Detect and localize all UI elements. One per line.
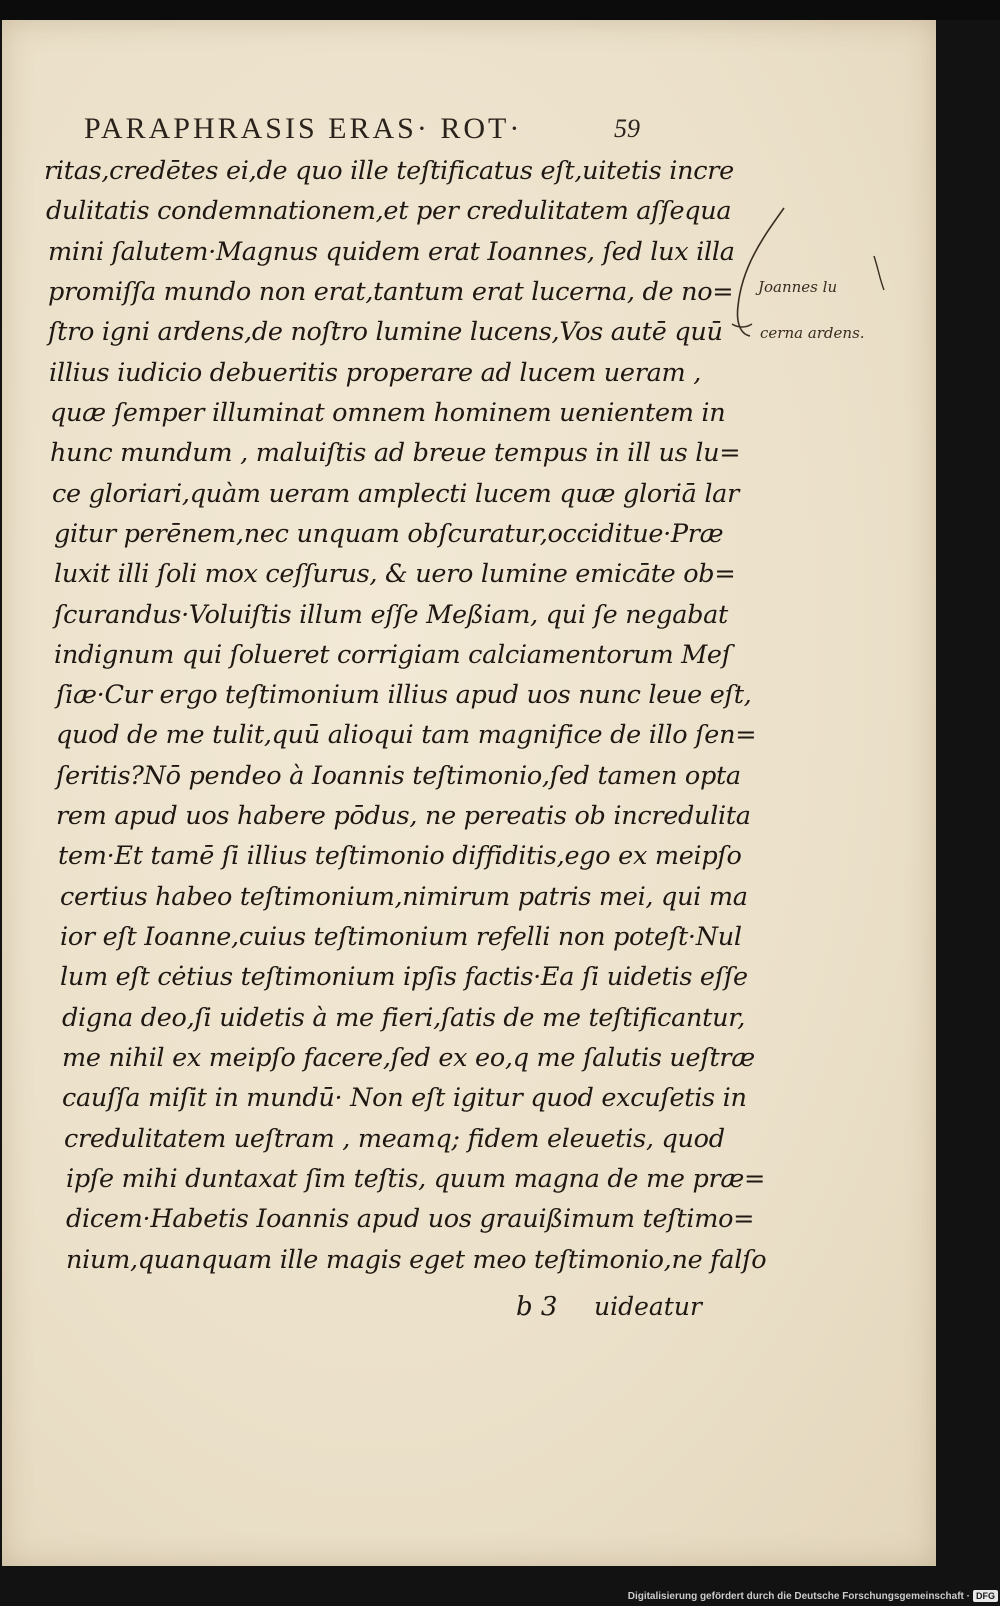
text-line: gitur perēnem,nec unquam obſcuratur,occiditue·Præ	[54, 519, 724, 549]
handwritten-marginal-note	[724, 196, 924, 356]
text-line: ipſe mihi duntaxat ſim teſtis, quum magna de me præ=	[66, 1164, 766, 1194]
text-line: dulitatis condemnationem,et per credulitatem aſſequa	[46, 196, 732, 226]
signature-mark: b 3	[516, 1292, 558, 1322]
text-line: nium,quanquam ille magis eget meo teſtimonio,ne falſo	[66, 1245, 767, 1275]
text-line: quod de me tulit,quū alioqui tam magnifice de illo ſen=	[56, 720, 757, 750]
running-head: PARAPHRASIS ERAS· ROT·	[84, 112, 523, 145]
text-line: ce gloriari,quàm ueram amplecti lucem quæ gloriā lar	[52, 479, 739, 509]
text-line: credulitatem ueſtram , meamq; fidem eleuetis, quod	[64, 1124, 725, 1154]
text-line: ſcurandus·Voluiſtis illum eſſe Meßiam, qui ſe negabat	[54, 600, 728, 630]
top-black-border	[0, 0, 1000, 20]
text-line: rem apud uos habere pōdus, ne pereatis ob incredulita	[56, 801, 751, 831]
credit-text: Digitalisierung gefördert durch die Deutsche Forschungsgemeinschaft ·	[627, 1590, 970, 1602]
text-line: certius habeo teſtimonium,nimirum patris mei, qui ma	[60, 882, 748, 912]
note-line-1: Joannes lu	[758, 278, 838, 296]
text-line: promiſſa mundo non erat,tantum erat lucerna, de no=	[48, 277, 734, 307]
text-line: ſeritis?Nō pendeo à Ioannis teſtimonio,ſed tamen opta	[56, 761, 741, 791]
text-line: cauſſa miſit in mundū· Non eſt igitur quod excuſetis in	[62, 1083, 747, 1113]
text-line: ſtro igni ardens,de noſtro lumine lucens,Vos autē quū	[48, 317, 723, 347]
page-number: 59	[614, 114, 640, 143]
text-line: tem·Et tamē ſi illius teſtimonio diffiditis,ego ex meipſo	[58, 841, 742, 871]
text-line: illius iudicio debueritis properare ad lucem ueram ,	[49, 358, 702, 388]
text-line: lum eſt cėtius teſtimonium ipſis factis·Ea ſi uidetis eſſe	[60, 962, 748, 992]
text-line: luxit illi ſoli mox ceſſurus, & uero lumine emicāte ob=	[54, 559, 736, 589]
text-line: dicem·Habetis Ioannis apud uos grauißimum teſtimo=	[66, 1204, 755, 1234]
text-line: quæ ſemper illuminat omnem hominem uenientem in	[50, 398, 726, 428]
note-line-2: cerna ardens.	[760, 324, 865, 342]
catchword: uideatur	[594, 1292, 702, 1321]
text-line: ior eſt Ioanne,cuius teſtimonium refelli non poteſt·Nul	[60, 922, 742, 952]
text-line: ritas,credētes ei,de quo ille teſtificatus eſt,uitetis incre	[44, 156, 734, 186]
text-line: me nihil ex meipſo facere,ſed ex eo,q me ſalutis ueſtræ	[62, 1043, 755, 1073]
text-line: indignum qui ſolueret corrigiam calciamentorum Meſ	[54, 640, 731, 670]
digitization-credit	[628, 1588, 998, 1604]
text-line: ſiæ·Cur ergo teſtimonium illius apud uos nunc leue eſt,	[56, 680, 752, 710]
text-line: mini ſalutem·Magnus quidem erat Ioannes, ſed lux illa	[48, 237, 735, 267]
text-line: digna deo,ſi uidetis à me fieri,ſatis de me teſtificantur,	[62, 1003, 746, 1033]
dfg-logo: DFG	[973, 1590, 998, 1602]
book-page	[2, 20, 936, 1566]
text-line: hunc mundum , maluiſtis ad breue tempus in ill us lu=	[50, 438, 741, 468]
